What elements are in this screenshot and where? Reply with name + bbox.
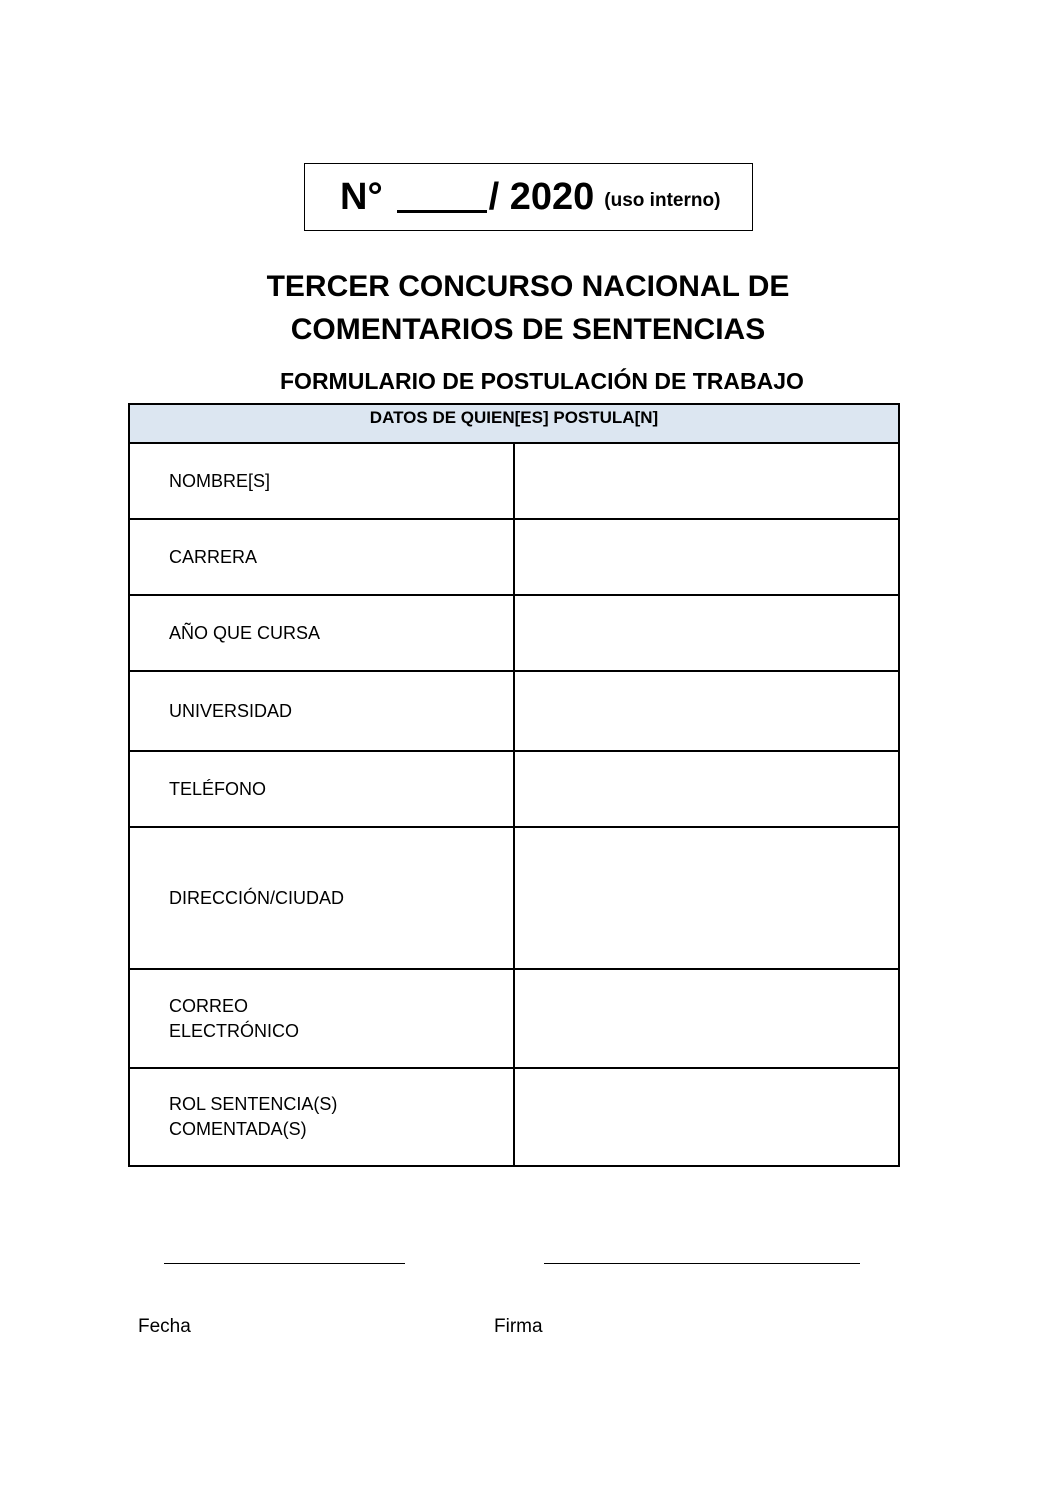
field-input-telefono[interactable] — [514, 751, 899, 827]
page-title — [0, 265, 1056, 351]
table-header-row — [129, 404, 899, 443]
signature-line[interactable] — [544, 1263, 860, 1264]
field-input-nombres[interactable] — [514, 443, 899, 519]
table-row — [129, 969, 899, 1068]
table-header: DATOS DE QUIEN[ES] POSTULA[N] — [129, 404, 899, 443]
field-label-direccion-ciudad: DIRECCIÓN/CIUDAD — [129, 827, 514, 969]
field-input-direccion-ciudad[interactable] — [514, 827, 899, 969]
table-row — [129, 595, 899, 671]
field-label-rol-sentencia: ROL SENTENCIA(S) COMENTADA(S) — [129, 1068, 514, 1166]
number-blank-field[interactable] — [397, 174, 487, 213]
date-label: Fecha — [138, 1316, 191, 1337]
table-row — [129, 443, 899, 519]
field-input-correo-electronico[interactable] — [514, 969, 899, 1068]
field-label-universidad: UNIVERSIDAD — [129, 671, 514, 751]
number-year: / 2020 — [488, 175, 595, 218]
table-row — [129, 1068, 899, 1166]
date-line[interactable] — [164, 1263, 405, 1264]
title-line-1: TERCER CONCURSO NACIONAL DE — [266, 270, 790, 303]
field-input-universidad[interactable] — [514, 671, 899, 751]
table-row — [129, 671, 899, 751]
title-line-2: COMENTARIOS DE SENTENCIAS — [290, 313, 766, 346]
field-label-nombres: NOMBRE[S] — [129, 443, 514, 519]
applicant-data-table — [128, 403, 900, 1167]
form-subtitle: FORMULARIO DE POSTULACIÓN DE TRABAJO — [280, 368, 804, 394]
internal-use-note: (uso interno) — [604, 190, 721, 211]
signature-label: Firma — [494, 1316, 543, 1337]
number-prefix: N° — [340, 175, 383, 218]
table-row — [129, 751, 899, 827]
table-row — [129, 519, 899, 595]
field-label-telefono: TELÉFONO — [129, 751, 514, 827]
field-input-rol-sentencia[interactable] — [514, 1068, 899, 1166]
internal-number-box — [304, 163, 753, 231]
field-input-ano-que-cursa[interactable] — [514, 595, 899, 671]
field-label-ano-que-cursa: AÑO QUE CURSA — [129, 595, 514, 671]
field-label-correo-electronico: CORREO ELECTRÓNICO — [129, 969, 514, 1068]
field-label-carrera: CARRERA — [129, 519, 514, 595]
table-row — [129, 827, 899, 969]
field-input-carrera[interactable] — [514, 519, 899, 595]
